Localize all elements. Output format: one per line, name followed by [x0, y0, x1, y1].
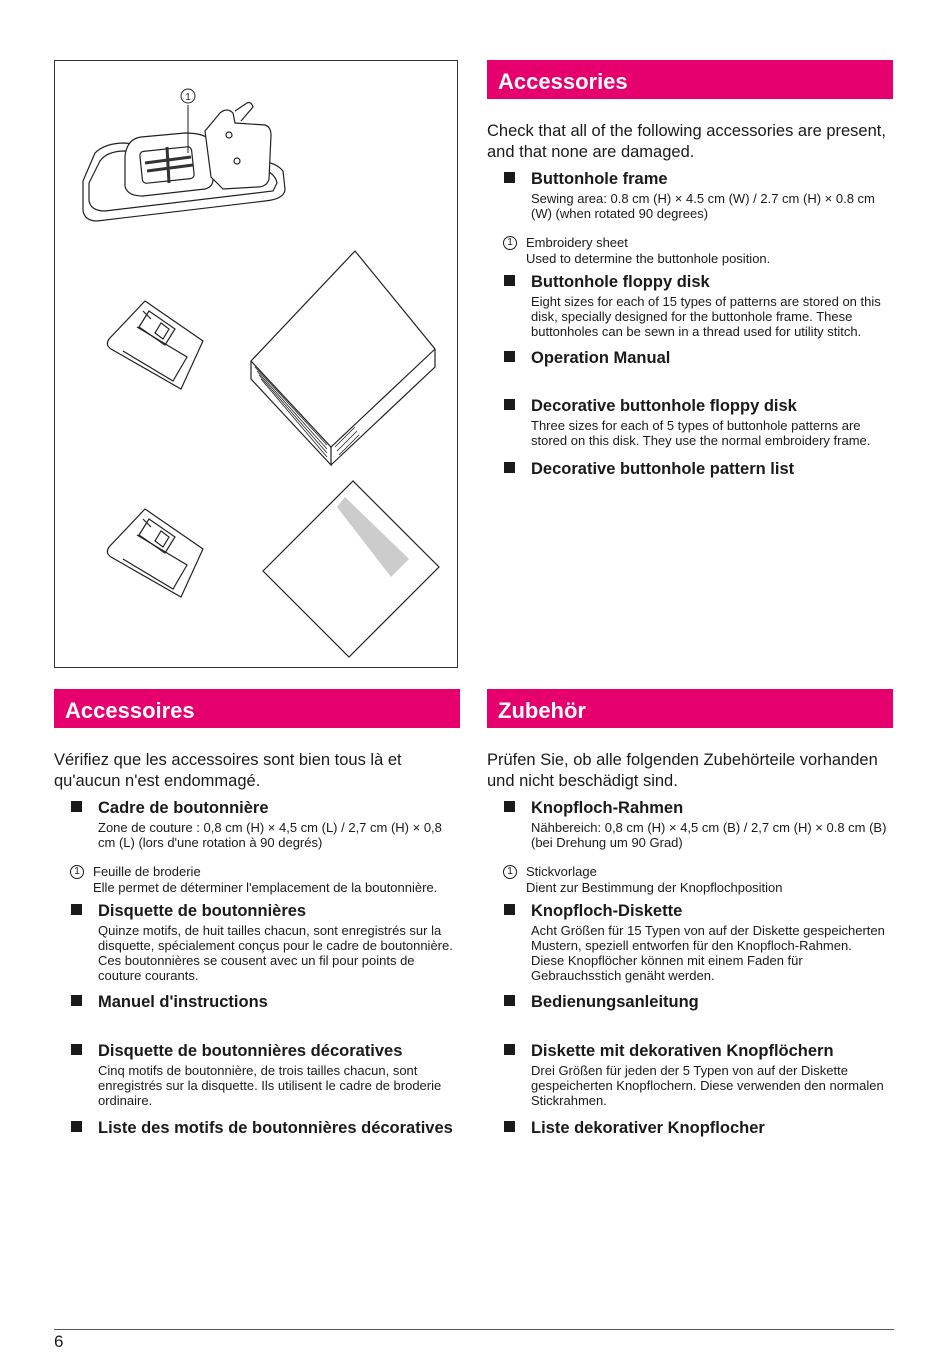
callout-detail: Dient zur Bestimmung der Knopflochposition: [526, 879, 783, 895]
accessory-title: Buttonhole frame: [531, 170, 668, 188]
accessory-title: Disquette de boutonnières: [98, 902, 307, 920]
bullet-square-icon: [71, 995, 82, 1006]
callout-number: 1: [185, 92, 191, 103]
accessory-item: [487, 798, 893, 850]
callout-number-icon: 1: [503, 865, 517, 879]
callout-label: Feuille de broderie: [93, 864, 201, 879]
accessory-item: [487, 169, 893, 221]
accessory-item: [487, 1118, 893, 1138]
accessory-item: [487, 992, 893, 1012]
accessory-title: Disquette de boutonnières décoratives: [98, 1042, 403, 1060]
bullet-square-icon: [504, 351, 515, 362]
callout-label: Embroidery sheet: [526, 235, 628, 250]
accessory-title: Operation Manual: [531, 349, 671, 367]
bullet-square-icon: [71, 1121, 82, 1132]
section-title: Accessories: [487, 60, 893, 99]
accessory-item: [487, 459, 893, 479]
accessory-item: [487, 272, 893, 339]
pattern-list-icon: [263, 481, 439, 657]
bullet-square-icon: [504, 1044, 515, 1055]
accessories-illustration: [54, 60, 458, 668]
accessory-title: Knopfloch-Rahmen: [531, 799, 684, 817]
accessory-title: Bedienungsanleitung: [531, 993, 699, 1011]
accessory-item: [54, 798, 460, 850]
accessory-description: Cinq motifs de boutonnière, de trois tailles chacun, sont enregistrés sur la disquette. Ils utilisent le cadre de broderie ordinaire.: [98, 1063, 442, 1108]
callout-number-icon: 1: [70, 865, 84, 879]
section-title: Accessoires: [54, 689, 460, 728]
bullet-square-icon: [504, 275, 515, 286]
accessory-item: [487, 901, 893, 983]
accessory-title: Manuel d'instructions: [98, 993, 268, 1011]
accessory-item: [54, 901, 460, 983]
callout-detail: Used to determine the buttonhole position.: [526, 250, 771, 266]
accessory-item: [54, 992, 460, 1012]
accessory-description: Zone de couture : 0,8 cm (H) × 4,5 cm (L) / 2,7 cm (H) × 0,8 cm (L) (lors d'une rotation à 90 degrés): [98, 820, 442, 850]
accessory-description: Nähbereich: 0,8 cm (H) × 4,5 cm (B) / 2,7 cm (H) × 0.8 cm (B) (bei Drehung um 90 Grad): [531, 820, 887, 850]
section-title: Zubehör: [487, 689, 893, 728]
accessory-item: [54, 1118, 460, 1138]
bullet-square-icon: [71, 1044, 82, 1055]
bullet-square-icon: [504, 1121, 515, 1132]
section-accessories-de: [487, 689, 893, 1138]
decorative-floppy-disk-icon: [107, 509, 203, 597]
floppy-disk-icon: [107, 301, 203, 389]
footer-divider: [54, 1329, 894, 1330]
bullet-square-icon: [71, 904, 82, 915]
bullet-square-icon: [504, 995, 515, 1006]
section-intro: Check that all of the following accessories are present, and that none are damaged.: [487, 122, 886, 161]
section-intro: Vérifiez que les accessoires sont bien tous là et qu'aucun n'est endommagé.: [54, 751, 402, 790]
callout-note: [54, 864, 460, 895]
accessory-title: Diskette mit dekorativen Knopflöchern: [531, 1042, 834, 1060]
callout-label: Stickvorlage: [526, 864, 597, 879]
operation-manual-icon: [251, 251, 435, 465]
callout-detail: Elle permet de déterminer l'emplacement de la boutonnière.: [93, 879, 438, 895]
callout-number-icon: 1: [503, 236, 517, 250]
accessory-title: Liste des motifs de boutonnières décoratives: [98, 1119, 453, 1137]
accessory-title: Buttonhole floppy disk: [531, 273, 710, 291]
callout-note: [487, 864, 893, 895]
accessory-description: Quinze motifs, de huit tailles chacun, sont enregistrés sur la disquette, spécialement conçus pour le cadre de boutonnière. Ces boutonnières se cousent avec un fil pour points de couture courants.: [98, 923, 453, 983]
buttonhole-frame-icon: [83, 103, 285, 222]
section-accessories-fr: [54, 689, 460, 1138]
accessories-drawing: [55, 61, 459, 669]
accessory-item: [487, 348, 893, 368]
accessory-title: Cadre de boutonnière: [98, 799, 269, 817]
bullet-square-icon: [504, 801, 515, 812]
accessory-description: Sewing area: 0.8 cm (H) × 4.5 cm (W) / 2.7 cm (H) × 0.8 cm (W) (when rotated 90 degrees): [531, 191, 875, 221]
bullet-square-icon: [504, 172, 515, 183]
callout-note: [487, 235, 893, 266]
page-number: 6: [54, 1332, 64, 1351]
bullet-square-icon: [71, 801, 82, 812]
accessory-title: Decorative buttonhole floppy disk: [531, 397, 797, 415]
bullet-square-icon: [504, 462, 515, 473]
accessory-description: Eight sizes for each of 15 types of patterns are stored on this disk, specially designed for the buttonhole frame. These buttonholes can be sewn in a thread used for utility stitch.: [531, 294, 881, 339]
section-accessories-en: [487, 60, 893, 479]
accessory-description: Drei Größen für jeden der 5 Typen von auf der Diskette gespeicherten Knopflochern. Diese verwenden den normalen Stickrahmen.: [531, 1063, 884, 1108]
accessory-item: [487, 1041, 893, 1108]
accessory-title: Liste dekorativer Knopflocher: [531, 1119, 765, 1137]
bullet-square-icon: [504, 399, 515, 410]
bullet-square-icon: [504, 904, 515, 915]
accessory-description: Three sizes for each of 5 types of buttonhole patterns are stored on this disk. They use the normal embroidery frame.: [531, 418, 871, 448]
accessory-description: Acht Größen für 15 Typen von auf der Diskette gespeicherten Mustern, speziell entworfen für den Knopfloch-Rahmen. Diese Knopflöcher können mit einem Faden für Gebrauchsstich genäht werden.: [531, 923, 885, 983]
accessory-title: Knopfloch-Diskette: [531, 902, 683, 920]
accessory-item: [487, 396, 893, 448]
section-intro: Prüfen Sie, ob alle folgenden Zubehörteile vorhanden und nicht beschädigt sind.: [487, 751, 878, 790]
accessory-item: [54, 1041, 460, 1108]
accessory-title: Decorative buttonhole pattern list: [531, 460, 795, 478]
